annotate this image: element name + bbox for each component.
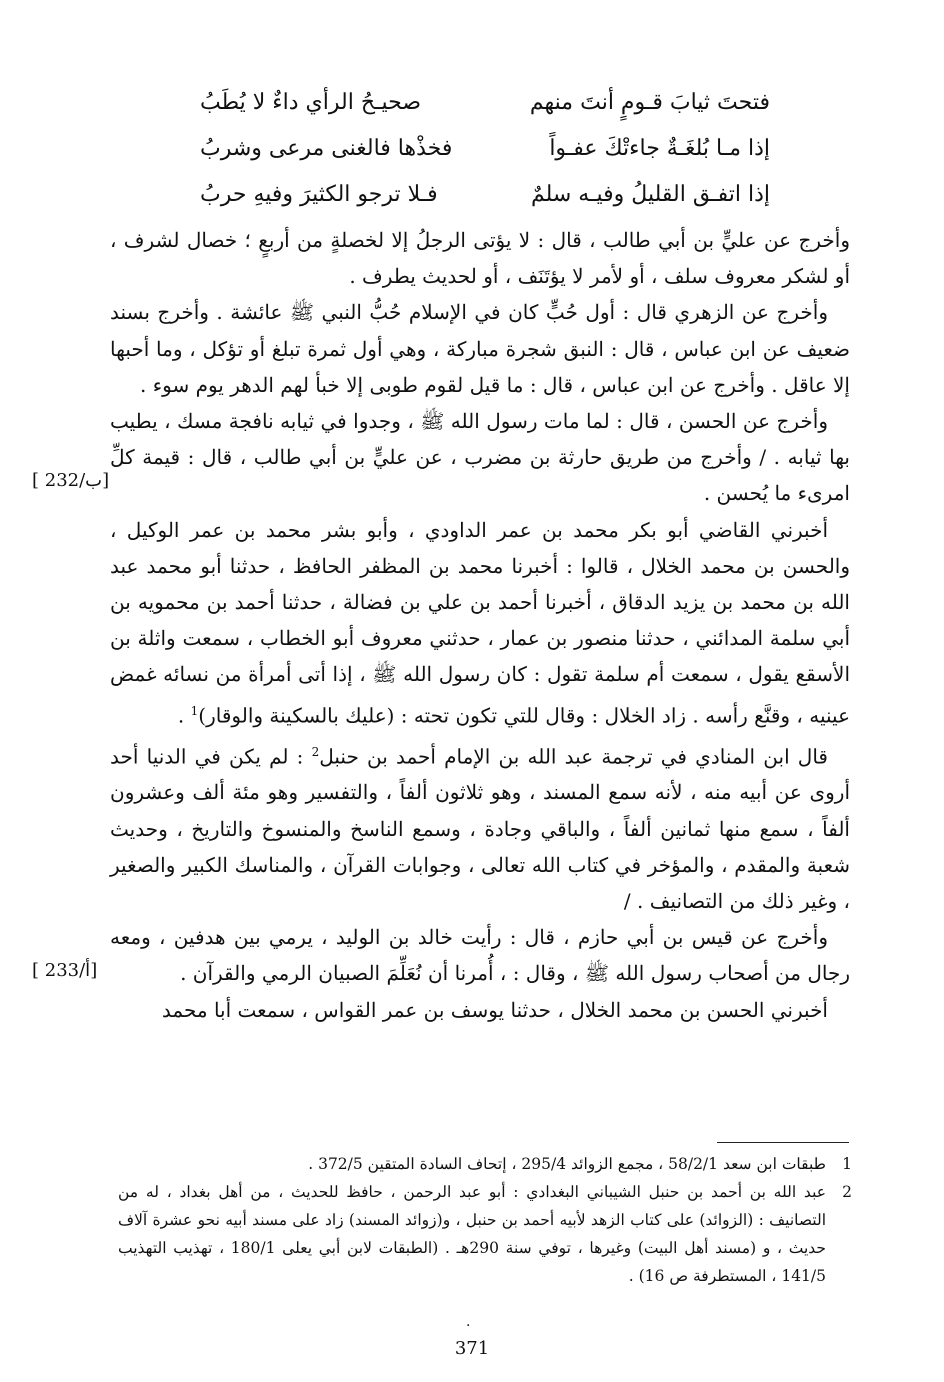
verse-first-hemistich: إذا مـا بُلغَـةٌ جاءتْكَ عفـواً bbox=[549, 136, 770, 161]
footnote bbox=[118, 1178, 852, 1290]
paragraph bbox=[110, 992, 850, 1028]
verse-first-hemistich: إذا اتفـق القليلُ وفيـه سلمٌ bbox=[530, 182, 770, 207]
footnote-ref[interactable]: 1 bbox=[190, 703, 199, 718]
paragraph bbox=[110, 512, 850, 734]
footnote-text: عبد الله بن أحمد بن حنبل الشيباني البغدادي : أبو عبد الرحمن ، حافظ للحديث ، من أهل بغداد ، له من التصانيف : (الزوائد) على كتاب الزهد لأبيه أحمد بن حنبل ، و(زوائد المسند) زاد على مسند أبيه نحو عشرة آلاف حديث ، و (مسند أهل البيت) وغيرها ، توفي سنة 290هـ . (الطبقات لابن أبي يعلى 180/1 ، تهذيب التهذيب 141/5 ، المستطرفة ص 16) . bbox=[118, 1183, 826, 1285]
paragraph bbox=[110, 919, 850, 991]
paragraph-text: أخبرني الحسن بن محمد الخلال ، حدثنا يوسف بن عمر القواس ، سمعت أبا محمد bbox=[161, 997, 828, 1022]
paragraph bbox=[110, 734, 850, 920]
paragraph-text: وأخرج عن الحسن ، قال : لما مات رسول الله ﷺ ، وجدوا في ثيابه نافجة مسك ، يطيب بها ثيابه . / وأخرج من طريق حارثة بن مضرب ، عن عليٍّ بن أبي طالب ، قال : قيمة كلِّ امرىء ما يُحسن . bbox=[110, 409, 850, 506]
paragraph-text: : لم يكن في الدنيا أحد أروى عن أبيه منه ، لأنه سمع المسند ، وهو ثلاثون ألفاً ، والتفسير وهو مئة ألف وعشرون ألفاً ، سمع منها ثمانين ألفاً ، والباقي وجادة ، وسمع الناسخ والمنسوخ والتاريخ ، وحديث شعبة والمقدم ، والمؤخر في كتاب الله تعالى ، وجوابات القرآن ، والمناسك الكبير والصغير ، وغير ذلك من التصانيف . / bbox=[110, 744, 850, 913]
footnotes bbox=[118, 1150, 852, 1290]
paragraph-text: وأخرج عن الزهري قال : أول حُبٍّ كان في الإسلام حُبُّ النبي ﷺ عائشة . وأخرج بسند ضعيف عن ابن عباس ، قال : النبق شجرة مباركة ، وهي أول ثمرة تبلغ أو تؤكل ، وما أحبها إلا عاقل . وأخرج عن ابن عباس ، قال : ما قيل لقوم طوبى إلا خبأ لهم الدهر يوم سوء . bbox=[110, 300, 850, 397]
verse-line bbox=[200, 80, 770, 126]
main-text bbox=[110, 222, 850, 1028]
page-number: 371 bbox=[454, 1338, 490, 1359]
folio-marker: [ 233/أ] bbox=[32, 960, 98, 981]
page-dot: · bbox=[466, 1318, 471, 1334]
footnote-divider bbox=[717, 1142, 849, 1143]
poem-verses bbox=[200, 80, 770, 218]
paragraph-text: قال ابن المنادي في ترجمة عبد الله بن الإمام أحمد بن حنبل bbox=[319, 744, 828, 769]
paragraph bbox=[110, 294, 850, 403]
paragraph bbox=[110, 222, 850, 294]
paragraph-text: أخبرني القاضي أبو بكر محمد بن عمر الداودي ، وأبو بشر محمد بن عمر الوكيل ، والحسن بن محمد الخلال ، قالوا : أخبرنا محمد بن المظفر الحافظ ، حدثنا أبو محمد عبد الله بن محمد بن يزيد الدقاق ، أخبرنا أحمد بن علي بن فضالة ، حدثنا أحمد بن محمويه بن أبي سلمة المدائني ، حدثنا منصور بن عمار ، حدثني معروف أبو الخطاب ، سمعت واثلة بن الأسقع يقول ، سمعت أم سلمة تقول : كان رسول الله ﷺ ، إذا أتى أمرأة من نسائه غمض عينيه ، وقنَّع رأسه . زاد الخلال : وقال للتي تكون تحته : (عليك بالسكينة والوقار) bbox=[110, 517, 850, 728]
verse-second-hemistich: صحيـحُ الرأي داءٌ لا يُطَبُ bbox=[200, 90, 421, 115]
verse-second-hemistich: فـلا ترجو الكثيرَ وفيهِ حربُ bbox=[200, 182, 438, 207]
verse-line bbox=[200, 172, 770, 218]
verse-line bbox=[200, 126, 770, 172]
footnote-ref[interactable]: 2 bbox=[311, 744, 320, 759]
paragraph bbox=[110, 403, 850, 512]
paragraph-text: . bbox=[177, 703, 191, 728]
folio-marker: [ 232/ب] bbox=[32, 470, 110, 491]
footnote bbox=[118, 1150, 852, 1178]
footnote-number: 1 bbox=[842, 1155, 852, 1173]
paragraph-text: وأخرج عن عليٍّ بن أبي طالب ، قال : لا يؤتى الرجلُ إلا لخصلةٍ من أربعٍ ؛ خصال لشرف ، أو لشكر معروف سلف ، أو لأمر لا يؤتَنَف ، أو لحديث يطرف . bbox=[110, 228, 850, 289]
footnote-number: 2 bbox=[842, 1183, 852, 1201]
verse-first-hemistich: فتحتَ ثيابَ قـومٍ أنتَ منهم bbox=[529, 90, 770, 115]
verse-second-hemistich: فخذْها فالغنى مرعى وشربُ bbox=[200, 136, 453, 161]
paragraph-text: وأخرج عن قيس بن أبي حازم ، قال : رأيت خالد بن الوليد ، يرمي بين هدفين ، ومعه رجال من أصحاب رسول الله ﷺ ، وقال : ، أُمرنا أن نُعَلِّمَ الصبيان الرمي والقرآن . bbox=[110, 925, 850, 986]
footnote-text: طبقات ابن سعد 58/2/1 ، مجمع الزوائد 295/4 ، إتحاف السادة المتقين 372/5 . bbox=[308, 1155, 826, 1173]
